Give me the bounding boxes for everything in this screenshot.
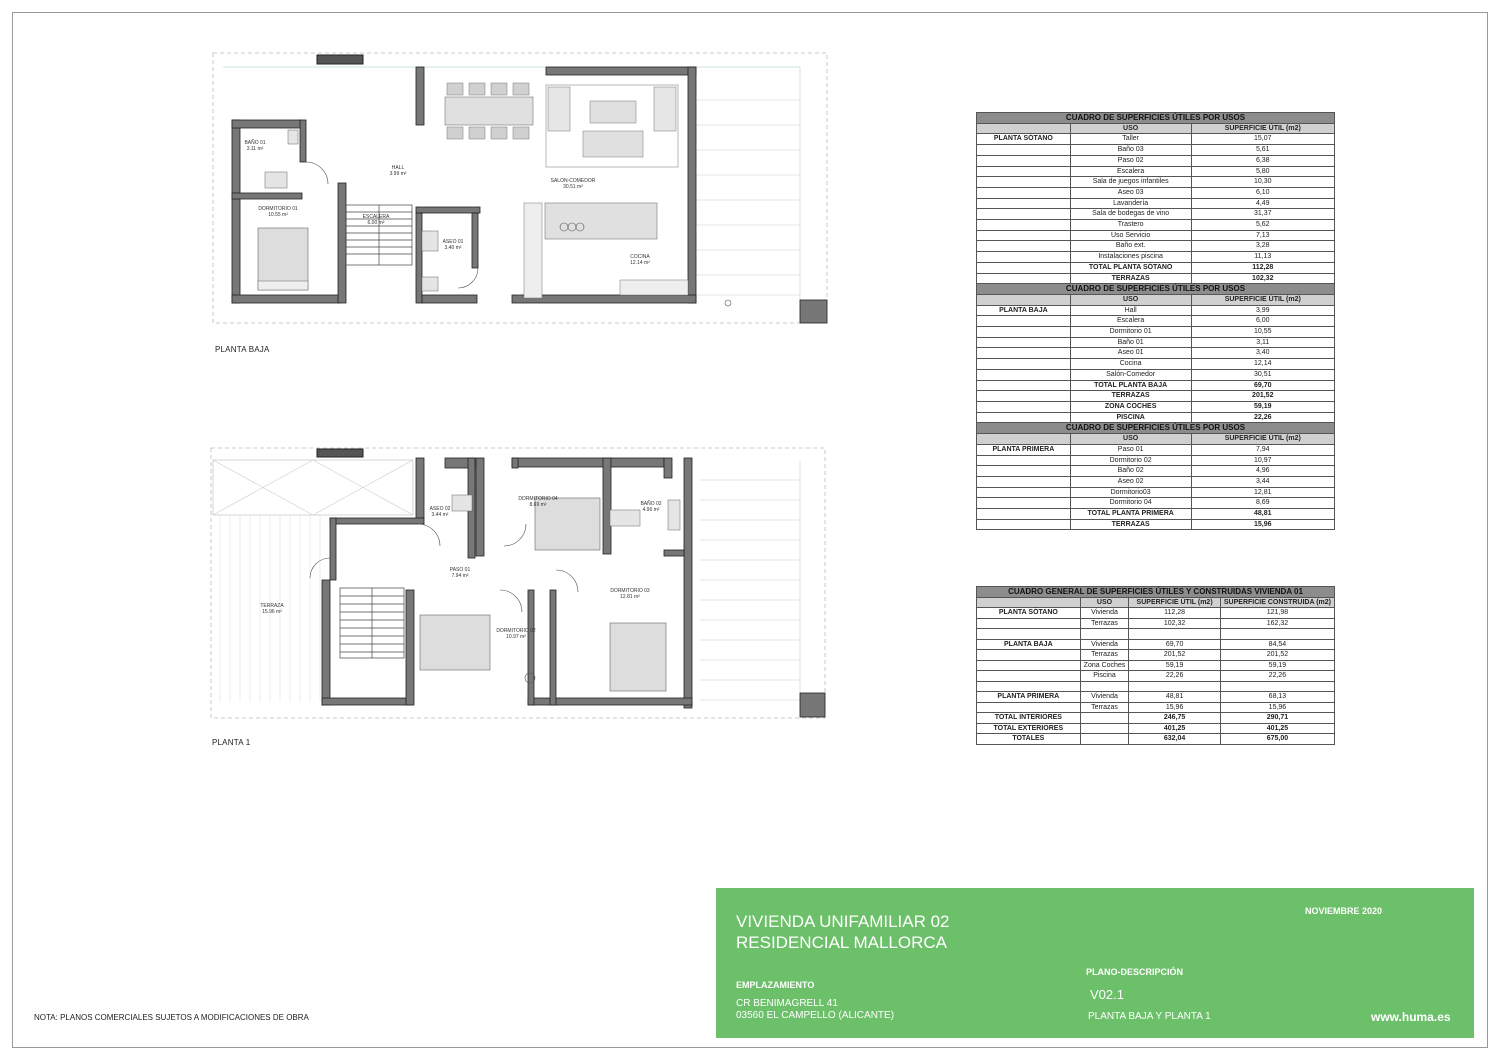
uso-cell: Aseo 02 — [1070, 476, 1191, 487]
sup-cell: 12,14 — [1191, 359, 1334, 370]
sup-cell: 5,62 — [1191, 220, 1334, 231]
uso-cell: Salón-Comedor — [1070, 369, 1191, 380]
total-row — [977, 519, 1335, 530]
uso-cell: Vivienda — [1080, 639, 1129, 650]
total-row — [977, 734, 1335, 745]
sup-cell: 7,13 — [1191, 230, 1334, 241]
uso-cell: Aseo 01 — [1070, 348, 1191, 359]
uso-cell: Aseo 03 — [1070, 187, 1191, 198]
total-row — [977, 273, 1335, 284]
sup-cell: 3,11 — [1191, 337, 1334, 348]
total-sup-cell: 15,96 — [1191, 519, 1334, 530]
room-area-hall: 3.99 m² — [389, 171, 407, 177]
total-util-cell: 401,25 — [1129, 723, 1221, 734]
util-cell: 201,52 — [1129, 650, 1221, 661]
project-title-line1: VIVIENDA UNIFAMILIAR 02 — [736, 912, 950, 931]
table-row — [977, 498, 1335, 509]
total-row — [977, 412, 1335, 423]
total-util-cell: 632,04 — [1129, 734, 1221, 745]
project-title-line2: RESIDENCIAL MALLORCA — [736, 933, 947, 952]
uso-cell: Uso Servicio — [1070, 230, 1191, 241]
address-line1: CR BENIMAGRELL 41 — [736, 998, 838, 1009]
table-row — [977, 187, 1335, 198]
total-sup-cell: 201,52 — [1191, 391, 1334, 402]
sup-cell: 5,61 — [1191, 145, 1334, 156]
disclaimer-note: NOTA: PLANOS COMERCIALES SUJETOS A MODIFICACIONES DE OBRA — [34, 1013, 309, 1022]
sup-cell: 4,49 — [1191, 198, 1334, 209]
table-row — [977, 241, 1335, 252]
table-row — [977, 209, 1335, 220]
col-sup-header: SUPERFICIE ÚTIL (m2) — [1191, 123, 1334, 134]
table-row — [977, 145, 1335, 156]
floor-label: PLANTA PRIMERA — [977, 692, 1081, 703]
total-row — [977, 401, 1335, 412]
location-label: EMPLAZAMIENTO — [736, 980, 815, 990]
uso-cell: Baño 03 — [1070, 145, 1191, 156]
uses-table-title: CUADRO DE SUPERFICIES ÚTILES POR USOS — [977, 284, 1335, 295]
uso-cell: Dormitorio 01 — [1070, 327, 1191, 338]
total-sup-cell: 59,19 — [1191, 401, 1334, 412]
room-label-hall: HALL — [391, 165, 405, 171]
table-row — [977, 702, 1335, 713]
ground-floor-plan — [200, 45, 840, 335]
col-util-header: SUPERFICIE ÚTIL (m2) — [1129, 597, 1221, 608]
total-row — [977, 713, 1335, 724]
col-uso-header: USO — [1070, 294, 1191, 305]
total-label: TOTAL INTERIORES — [977, 713, 1081, 724]
sup-cell: 10,55 — [1191, 327, 1334, 338]
uso-cell: Piscina — [1080, 671, 1129, 682]
table-row — [977, 466, 1335, 477]
total-uso-cell: TOTAL PLANTA BAJA — [1070, 380, 1191, 391]
room-label-terraza: TERRAZA — [260, 603, 284, 609]
room-area-dormitorio02: 10.97 m² — [506, 634, 526, 640]
uso-cell: Lavandería — [1070, 198, 1191, 209]
uso-cell: Trastero — [1070, 220, 1191, 231]
table-row — [977, 359, 1335, 370]
spacer-row — [977, 629, 1335, 640]
uso-cell: Dormitorio 04 — [1070, 498, 1191, 509]
table-row — [977, 618, 1335, 629]
uso-cell: Baño 01 — [1070, 337, 1191, 348]
table-row — [977, 220, 1335, 231]
plan-description-label: PLANO-DESCRIPCIÓN — [1086, 967, 1184, 977]
room-label-paso01: PASO 01 — [449, 567, 471, 573]
util-cell: 22,26 — [1129, 671, 1221, 682]
uses-header-row — [977, 294, 1335, 305]
room-label-dormitorio04: DORMITORIO 04 — [518, 496, 558, 502]
total-uso-cell: TERRAZAS — [1070, 273, 1191, 284]
col-sup-header: SUPERFICIE ÚTIL (m2) — [1191, 434, 1334, 445]
room-area-aseo02: 3.44 m² — [431, 512, 449, 518]
total-uso-cell: TOTAL PLANTA PRIMERA — [1070, 509, 1191, 520]
website-link[interactable]: www.huma.es — [1371, 1010, 1451, 1024]
uso-cell: Terrazas — [1080, 618, 1129, 629]
room-area-salon: 30.51 m² — [563, 184, 583, 190]
const-cell: 59,19 — [1220, 660, 1334, 671]
const-cell: 121,98 — [1220, 608, 1334, 619]
total-uso-cell: PISCINA — [1070, 412, 1191, 423]
uso-cell: Escalera — [1070, 316, 1191, 327]
room-area-terraza: 15.96 m² — [262, 609, 282, 615]
total-const-cell: 290,71 — [1220, 713, 1334, 724]
sup-cell: 3,99 — [1191, 305, 1334, 316]
table-row — [977, 305, 1335, 316]
sup-cell: 6,00 — [1191, 316, 1334, 327]
const-cell: 84,54 — [1220, 639, 1334, 650]
room-label-dormitorio01: DORMITORIO 01 — [258, 206, 298, 212]
table-row — [977, 692, 1335, 703]
table-row — [977, 316, 1335, 327]
room-label-escalera: ESCALERA — [362, 214, 390, 220]
uses-section-title-row — [977, 284, 1335, 295]
table-row — [977, 230, 1335, 241]
total-row — [977, 509, 1335, 520]
room-label-salon: SALON-COMEDOR — [550, 178, 596, 184]
total-row — [977, 391, 1335, 402]
total-label: TOTALES — [977, 734, 1081, 745]
total-uso-cell: TOTAL PLANTA SÓTANO — [1070, 262, 1191, 273]
uses-section-title-row — [977, 423, 1335, 434]
const-cell: 68,13 — [1220, 692, 1334, 703]
date-label: NOVIEMBRE 2020 — [1305, 906, 1383, 916]
address-line2: 03560 EL CAMPELLO (ALICANTE) — [736, 1010, 895, 1021]
sup-cell: 10,97 — [1191, 455, 1334, 466]
table-row — [977, 608, 1335, 619]
total-sup-cell: 102,32 — [1191, 273, 1334, 284]
col-uso-header: USO — [1080, 597, 1129, 608]
room-area-paso01: 7.94 m² — [451, 573, 469, 579]
general-title-row — [977, 587, 1335, 598]
sup-cell: 3,44 — [1191, 476, 1334, 487]
version-label: V02.1 — [1090, 987, 1124, 1002]
sup-cell: 6,38 — [1191, 155, 1334, 166]
room-area-bano01: 3.11 m² — [246, 146, 264, 152]
room-label-dormitorio02: DORMITORIO 02 — [496, 628, 536, 634]
general-surface-table — [976, 586, 1335, 745]
ground-floor-label: PLANTA BAJA — [215, 345, 270, 354]
total-util-cell: 246,75 — [1129, 713, 1221, 724]
col-sup-header: SUPERFICIE ÚTIL (m2) — [1191, 294, 1334, 305]
col-uso-header: USO — [1070, 123, 1191, 134]
sup-cell: 31,37 — [1191, 209, 1334, 220]
room-label-bano02: BAÑO 02 — [640, 501, 662, 507]
room-label-dormitorio03: DORMITORIO 03 — [610, 588, 650, 594]
uso-cell: Terrazas — [1080, 650, 1129, 661]
uso-cell: Taller — [1070, 134, 1191, 145]
uso-cell: Instalaciones piscina — [1070, 252, 1191, 263]
floor-label: PLANTA SÓTANO — [977, 608, 1081, 619]
table-row — [977, 639, 1335, 650]
floor-label: PLANTA BAJA — [977, 305, 1071, 316]
util-cell: 102,32 — [1129, 618, 1221, 629]
util-cell: 69,70 — [1129, 639, 1221, 650]
col-const-header: SUPERFICIE CONSTRUIDA (m2) — [1220, 597, 1334, 608]
uso-cell: Zona Coches — [1080, 660, 1129, 671]
room-area-dormitorio03: 12.81 m² — [620, 594, 640, 600]
col-uso-header: USO — [1070, 434, 1191, 445]
total-const-cell: 675,00 — [1220, 734, 1334, 745]
room-area-cocina: 12.14 m² — [630, 260, 650, 266]
const-cell: 15,96 — [1220, 702, 1334, 713]
const-cell: 162,32 — [1220, 618, 1334, 629]
uso-cell: Hall — [1070, 305, 1191, 316]
table-row — [977, 177, 1335, 188]
uso-cell: Baño ext. — [1070, 241, 1191, 252]
table-row — [977, 155, 1335, 166]
uso-cell: Baño 02 — [1070, 466, 1191, 477]
sup-cell: 3,40 — [1191, 348, 1334, 359]
total-const-cell: 401,25 — [1220, 723, 1334, 734]
total-sup-cell: 48,81 — [1191, 509, 1334, 520]
total-sup-cell: 112,28 — [1191, 262, 1334, 273]
total-uso-cell: ZONA COCHES — [1070, 401, 1191, 412]
table-row — [977, 455, 1335, 466]
table-row — [977, 252, 1335, 263]
room-area-aseo01: 3.40 m² — [444, 245, 462, 251]
total-row — [977, 380, 1335, 391]
uses-table-title: CUADRO DE SUPERFICIES ÚTILES POR USOS — [977, 113, 1335, 124]
uso-cell: Dormitorio03 — [1070, 487, 1191, 498]
uso-cell: Terrazas — [1080, 702, 1129, 713]
table-row — [977, 369, 1335, 380]
room-area-bano02: 4.96 m² — [642, 507, 660, 513]
uses-section-title-row — [977, 113, 1335, 124]
general-header-row — [977, 597, 1335, 608]
sup-cell: 11,13 — [1191, 252, 1334, 263]
room-label-cocina: COCINA — [630, 254, 650, 260]
sup-cell: 6,10 — [1191, 187, 1334, 198]
uso-cell: Sala de bodegas de vino — [1070, 209, 1191, 220]
general-table-title: CUADRO GENERAL DE SUPERFICIES ÚTILES Y CONSTRUIDAS VIVIENDA 01 — [977, 587, 1335, 598]
uso-cell: Dormitorio 02 — [1070, 455, 1191, 466]
uso-cell: Escalera — [1070, 166, 1191, 177]
table-row — [977, 660, 1335, 671]
sup-cell: 8,69 — [1191, 498, 1334, 509]
util-cell: 112,28 — [1129, 608, 1221, 619]
uso-cell: Paso 01 — [1070, 444, 1191, 455]
const-cell: 22,26 — [1220, 671, 1334, 682]
uso-cell: Vivienda — [1080, 692, 1129, 703]
sup-cell: 5,80 — [1191, 166, 1334, 177]
room-label-aseo01: ASEO 01 — [442, 239, 464, 245]
total-row — [977, 262, 1335, 273]
sup-cell: 4,96 — [1191, 466, 1334, 477]
plan-description: PLANTA BAJA Y PLANTA 1 — [1088, 1011, 1211, 1022]
sup-cell: 15,07 — [1191, 134, 1334, 145]
sup-cell: 3,28 — [1191, 241, 1334, 252]
room-label-bano01: BAÑO 01 — [244, 140, 266, 146]
table-row — [977, 198, 1335, 209]
table-row — [977, 444, 1335, 455]
util-cell: 48,81 — [1129, 692, 1221, 703]
table-row — [977, 166, 1335, 177]
floor-label: PLANTA PRIMERA — [977, 444, 1071, 455]
sup-cell: 12,81 — [1191, 487, 1334, 498]
uses-header-row — [977, 434, 1335, 445]
room-label-aseo02: ASEO 02 — [429, 506, 451, 512]
uses-surface-table — [976, 112, 1335, 530]
sup-cell: 7,94 — [1191, 444, 1334, 455]
total-row — [977, 723, 1335, 734]
room-area-dormitorio04: 8.69 m² — [529, 502, 547, 508]
table-row — [977, 476, 1335, 487]
total-sup-cell: 69,70 — [1191, 380, 1334, 391]
sup-cell: 10,30 — [1191, 177, 1334, 188]
table-row — [977, 134, 1335, 145]
spacer-row — [977, 681, 1335, 692]
floor-label: PLANTA BAJA — [977, 639, 1081, 650]
total-uso-cell: TERRAZAS — [1070, 391, 1191, 402]
total-label: TOTAL EXTERIORES — [977, 723, 1081, 734]
first-floor-plan — [200, 440, 840, 730]
util-cell: 59,19 — [1129, 660, 1221, 671]
table-row — [977, 487, 1335, 498]
uso-cell: Vivienda — [1080, 608, 1129, 619]
uso-cell: Paso 02 — [1070, 155, 1191, 166]
title-block — [716, 888, 1474, 1038]
total-sup-cell: 22,26 — [1191, 412, 1334, 423]
first-floor-label: PLANTA 1 — [212, 738, 251, 747]
util-cell: 15,96 — [1129, 702, 1221, 713]
uso-cell: Cocina — [1070, 359, 1191, 370]
room-area-dormitorio01: 10.55 m² — [268, 212, 288, 218]
const-cell: 201,52 — [1220, 650, 1334, 661]
room-area-escalera: 6.00 m² — [367, 220, 385, 226]
uso-cell: Sala de juegos infantiles — [1070, 177, 1191, 188]
table-row — [977, 348, 1335, 359]
uses-table-title: CUADRO DE SUPERFICIES ÚTILES POR USOS — [977, 423, 1335, 434]
table-row — [977, 327, 1335, 338]
uses-header-row — [977, 123, 1335, 134]
floor-label: PLANTA SÓTANO — [977, 134, 1071, 145]
table-row — [977, 650, 1335, 661]
total-uso-cell: TERRAZAS — [1070, 519, 1191, 530]
table-row — [977, 337, 1335, 348]
sup-cell: 30,51 — [1191, 369, 1334, 380]
table-row — [977, 671, 1335, 682]
